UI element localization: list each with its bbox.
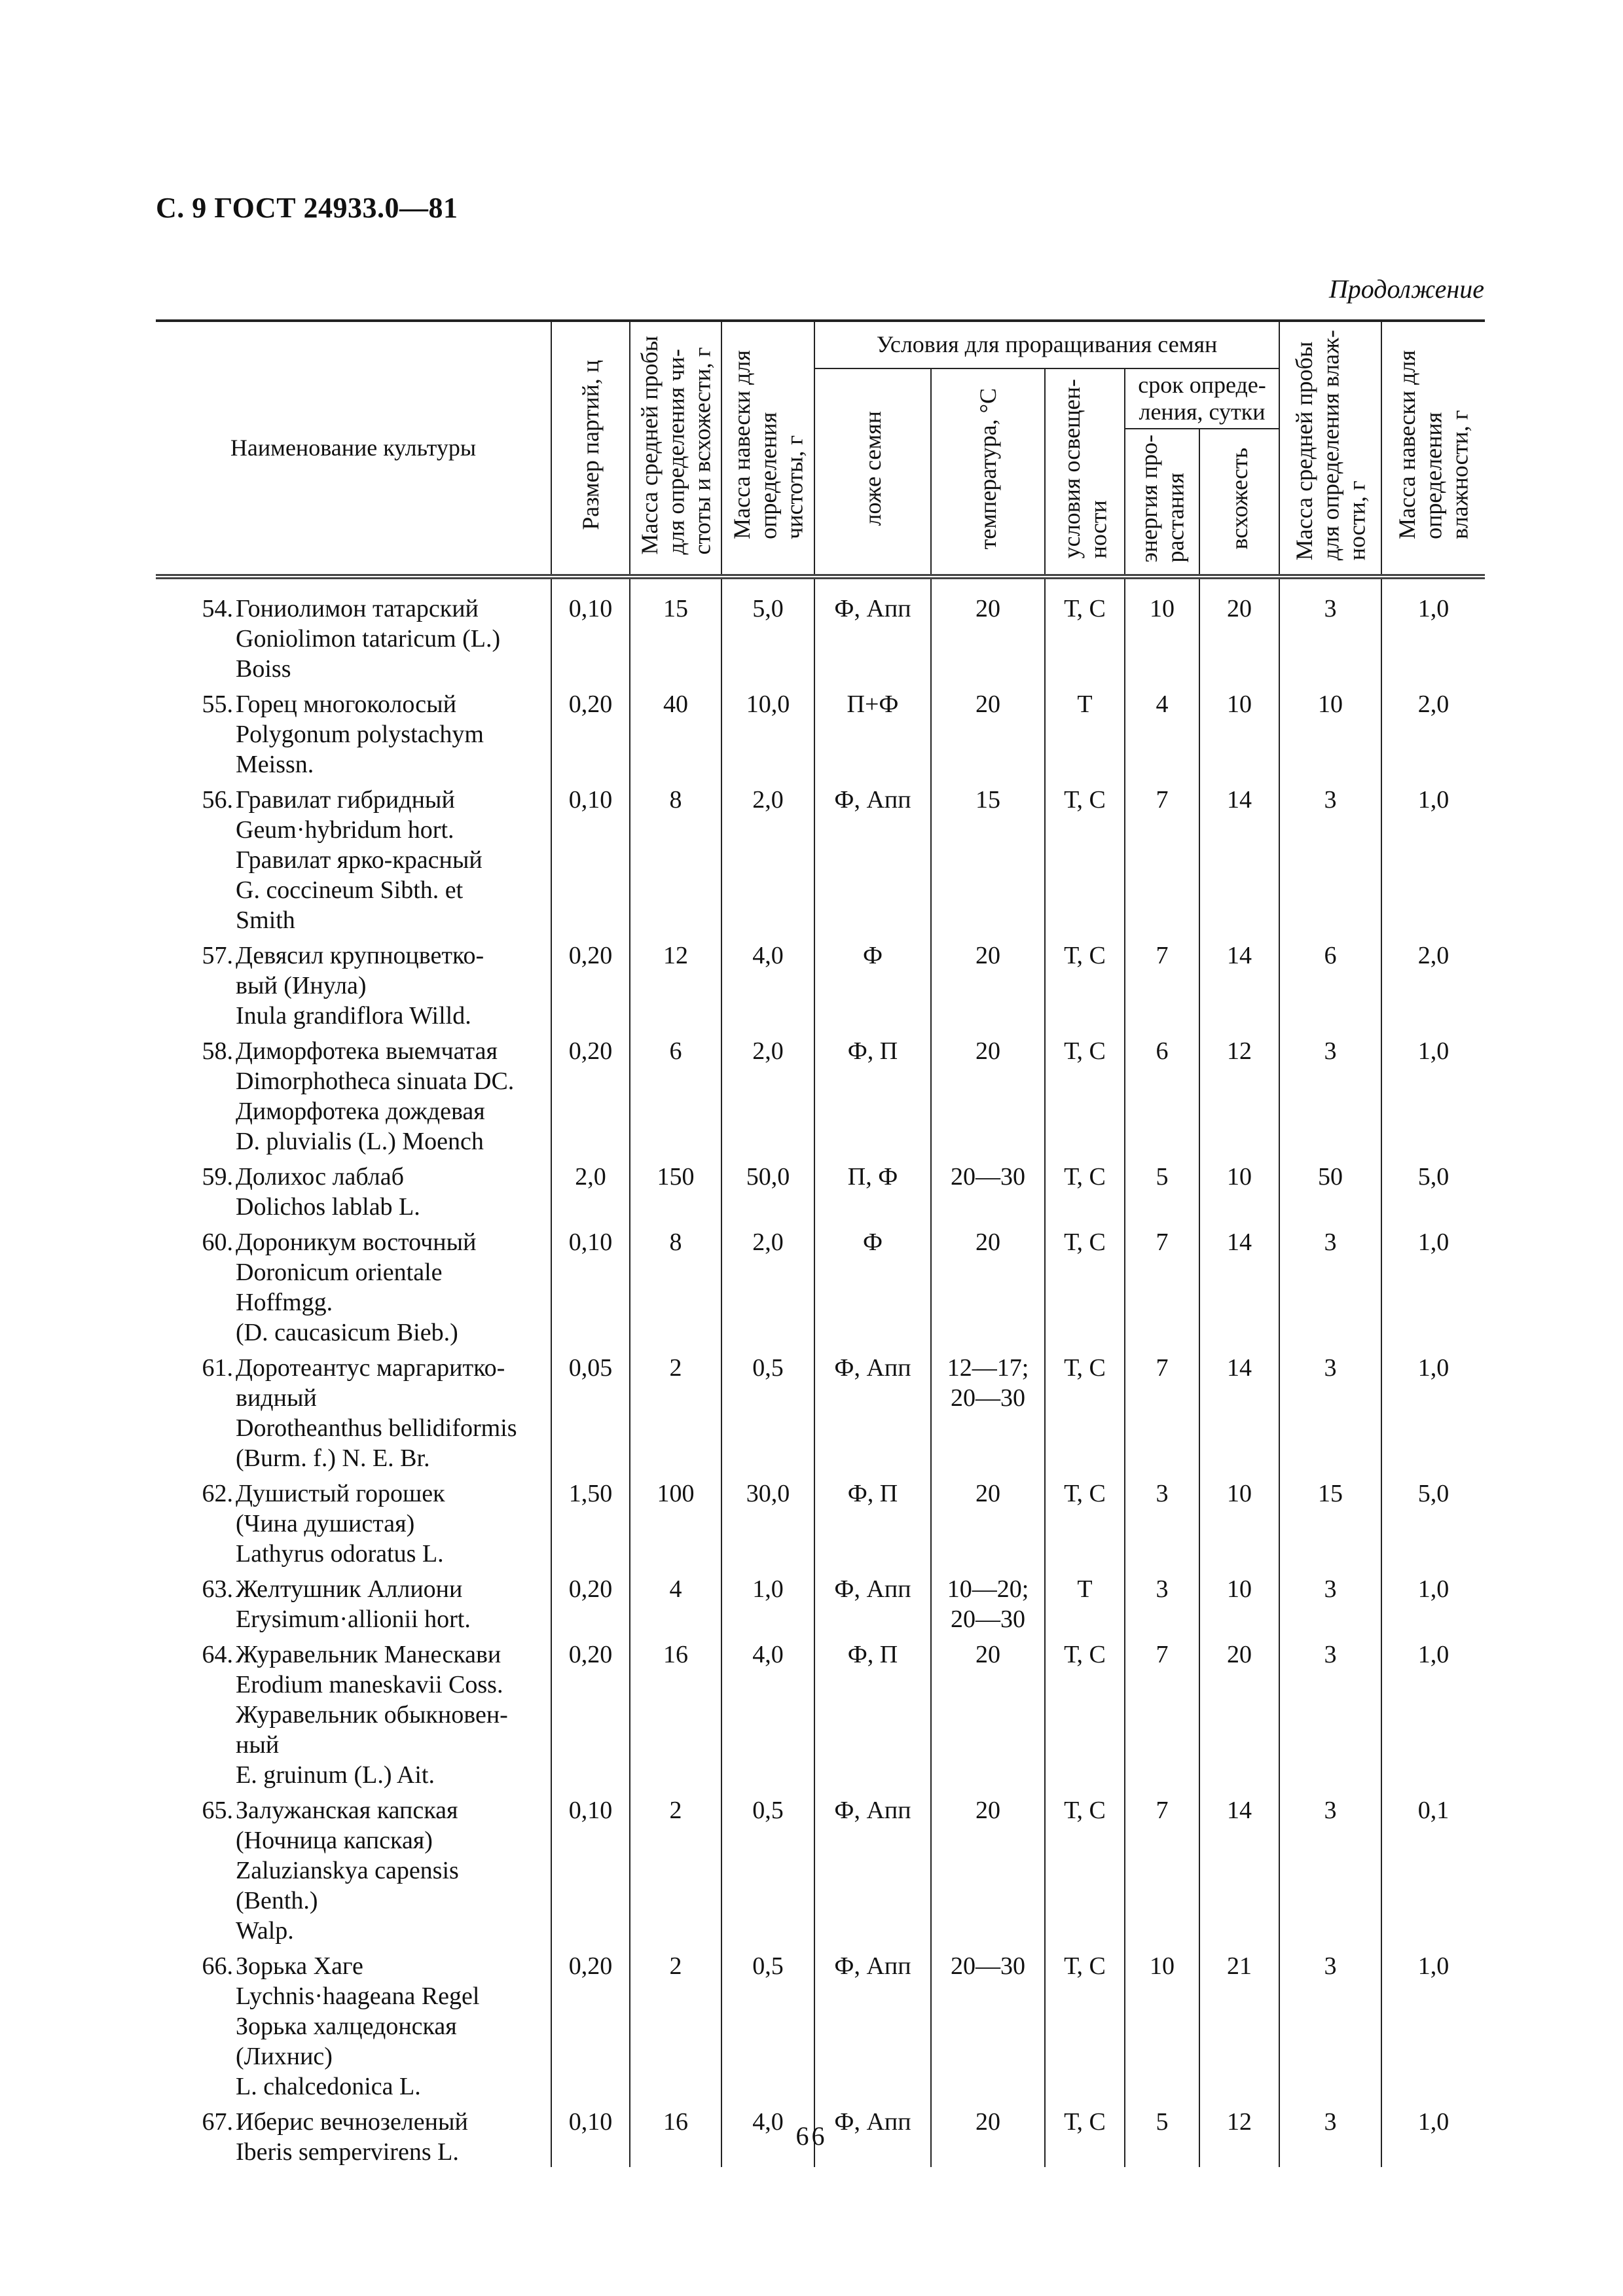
lighting-cell: Т, С xyxy=(1045,577,1125,684)
temperature-cell-line: 20 xyxy=(976,1229,1000,1256)
column-header-lot-size: Размер партий, ц xyxy=(551,321,630,577)
energy-cell: 6 xyxy=(1125,1031,1199,1157)
germination-cell: 14 xyxy=(1199,935,1279,1031)
moisture-weight-cell: 5,0 xyxy=(1381,1157,1485,1222)
lighting-cell: Т, С xyxy=(1045,1946,1125,2102)
germination-cell: 10 xyxy=(1199,1473,1279,1569)
seed-bed-cell: Ф, П xyxy=(814,1473,931,1569)
moisture-weight-cell: 5,0 xyxy=(1381,1473,1485,1569)
entry-number: 64. xyxy=(202,1641,233,1668)
entry-number: 60. xyxy=(202,1229,233,1256)
seed-bed-cell: Ф, П xyxy=(814,1031,931,1157)
energy-cell: 5 xyxy=(1125,2102,1199,2167)
lighting-cell: Т, С xyxy=(1045,1634,1125,1790)
lot-size-cell: 0,20 xyxy=(551,684,630,780)
lot-size-cell: 0,10 xyxy=(551,1790,630,1946)
lot-size-cell: 0,20 xyxy=(551,1634,630,1790)
energy-cell: 7 xyxy=(1125,1634,1199,1790)
temperature-cell xyxy=(931,1348,1045,1473)
lighting-cell: Т, С xyxy=(1045,1222,1125,1348)
lot-size-cell: 1,50 xyxy=(551,1473,630,1569)
purity-weight-cell: 50,0 xyxy=(721,1157,814,1222)
temperature-cell-line: 20 xyxy=(976,595,1000,622)
culture-name-line: (Чина душистая) xyxy=(236,1510,415,1537)
culture-name-line: Долихос лаблаб xyxy=(236,1163,404,1191)
culture-name-line: Горец многоколосый xyxy=(236,691,457,718)
culture-name-cell xyxy=(156,1473,551,1569)
culture-name-line: (Лихнис) xyxy=(236,2043,333,2070)
moisture-sample-mass-cell: 6 xyxy=(1279,935,1381,1031)
culture-name-line: вый (Инула) xyxy=(236,972,367,999)
temperature-cell-line: 12—17; xyxy=(947,1354,1029,1382)
seed-bed-cell: П+Ф xyxy=(814,684,931,780)
culture-name-line: видный xyxy=(236,1384,317,1412)
table-row xyxy=(156,935,1485,1031)
energy-cell: 4 xyxy=(1125,684,1199,780)
lighting-cell: Т, С xyxy=(1045,1790,1125,1946)
culture-name-cell xyxy=(156,1031,551,1157)
culture-name-cell xyxy=(156,1222,551,1348)
culture-name-cell xyxy=(156,1157,551,1222)
culture-name-line: G. coccineum Sibth. et xyxy=(236,876,464,904)
seed-bed-cell: Ф, Апп xyxy=(814,577,931,684)
moisture-weight-cell: 1,0 xyxy=(1381,1031,1485,1157)
culture-name-line: Erodium maneskavii Coss. xyxy=(236,1671,503,1698)
moisture-weight-cell: 0,1 xyxy=(1381,1790,1485,1946)
temperature-cell xyxy=(931,1946,1045,2102)
temperature-cell xyxy=(931,1473,1045,1569)
germination-cell: 21 xyxy=(1199,1946,1279,2102)
purity-weight-cell: 2,0 xyxy=(721,1031,814,1157)
moisture-sample-mass-cell: 3 xyxy=(1279,1348,1381,1473)
avg-sample-mass-cell: 2 xyxy=(630,1348,721,1473)
table-row xyxy=(156,577,1485,684)
culture-name-cell xyxy=(156,1348,551,1473)
energy-cell: 5 xyxy=(1125,1157,1199,1222)
culture-name-line: Девясил крупноцветко- xyxy=(236,942,484,969)
temperature-cell-line: 20 xyxy=(976,1480,1000,1507)
culture-name-line: Iberis sempervirens L. xyxy=(236,2138,459,2166)
moisture-weight-cell: 1,0 xyxy=(1381,2102,1485,2167)
moisture-weight-cell: 1,0 xyxy=(1381,1946,1485,2102)
temperature-cell-line: 20 xyxy=(976,1037,1000,1065)
culture-name-line: Dolichos lablab L. xyxy=(236,1193,420,1221)
temperature-cell xyxy=(931,577,1045,684)
energy-cell: 7 xyxy=(1125,1790,1199,1946)
lighting-cell: Т, С xyxy=(1045,2102,1125,2167)
lot-size-cell: 0,20 xyxy=(551,1569,630,1634)
entry-number: 57. xyxy=(202,942,233,969)
avg-sample-mass-cell: 4 xyxy=(630,1569,721,1634)
seed-standards-table xyxy=(156,319,1485,2167)
culture-name-cell xyxy=(156,684,551,780)
avg-sample-mass-cell: 6 xyxy=(630,1031,721,1157)
germination-cell: 14 xyxy=(1199,1790,1279,1946)
germination-cell: 20 xyxy=(1199,577,1279,684)
culture-name-cell xyxy=(156,1634,551,1790)
avg-sample-mass-lines: Масса средней пробы для определения чи- стоты и всхожести, г xyxy=(636,335,716,555)
column-header-lighting: условия освещен- ности xyxy=(1045,368,1125,577)
moisture-weight-cell: 2,0 xyxy=(1381,935,1485,1031)
column-header-name: Наименование культуры xyxy=(156,321,551,577)
table-body xyxy=(156,577,1485,2167)
entry-number: 58. xyxy=(202,1037,233,1065)
column-group-germination-conditions: Условия для проращивания семян xyxy=(814,321,1279,368)
avg-sample-mass-cell: 16 xyxy=(630,1634,721,1790)
seed-bed-cell: П, Ф xyxy=(814,1157,931,1222)
temperature-cell-line: 20 xyxy=(976,942,1000,969)
culture-name-cell xyxy=(156,780,551,935)
seed-bed-cell: Ф, Апп xyxy=(814,780,931,935)
moisture-sample-mass-cell: 3 xyxy=(1279,2102,1381,2167)
moisture-sample-mass-cell: 10 xyxy=(1279,684,1381,780)
culture-name-line: Душистый горошек xyxy=(236,1480,445,1507)
moisture-sample-mass-cell: 3 xyxy=(1279,1946,1381,2102)
seed-bed-cell: Ф, Апп xyxy=(814,1348,931,1473)
temperature-cell-line: 15 xyxy=(976,786,1000,814)
avg-sample-mass-cell: 8 xyxy=(630,1222,721,1348)
purity-weight-cell: 0,5 xyxy=(721,1790,814,1946)
moisture-sample-mass-cell: 3 xyxy=(1279,780,1381,935)
temperature-cell-line: 20 xyxy=(976,1641,1000,1668)
culture-name-line: ный xyxy=(236,1731,280,1759)
culture-name-line: Lychnis·haageana Regel xyxy=(236,1982,480,2010)
entry-number: 54. xyxy=(202,595,233,622)
table-row xyxy=(156,1634,1485,1790)
lighting-cell: Т, С xyxy=(1045,935,1125,1031)
purity-weight-cell: 10,0 xyxy=(721,684,814,780)
lighting-cell: Т, С xyxy=(1045,1031,1125,1157)
purity-weight-cell: 2,0 xyxy=(721,1222,814,1348)
avg-sample-mass-cell: 16 xyxy=(630,2102,721,2167)
culture-name-line: Dimorphotheca sinuata DC. xyxy=(236,1067,515,1095)
temperature-cell-line: 20—30 xyxy=(951,1605,1025,1633)
temperature-cell-line: 20 xyxy=(976,2108,1000,2136)
energy-cell: 7 xyxy=(1125,935,1199,1031)
purity-weight-cell: 5,0 xyxy=(721,577,814,684)
temperature-cell xyxy=(931,1031,1045,1157)
energy-cell: 3 xyxy=(1125,1569,1199,1634)
table-row xyxy=(156,684,1485,780)
temperature-cell xyxy=(931,1157,1045,1222)
culture-name-line: L. chalcedonica L. xyxy=(236,2073,421,2100)
culture-name-line: Polygonum polystachym xyxy=(236,721,484,748)
avg-sample-mass-cell: 12 xyxy=(630,935,721,1031)
column-header-purity-weight: Масса навески для определения чистоты, г xyxy=(721,321,814,577)
culture-name-line: Geum·hybridum hort. xyxy=(236,816,454,844)
culture-name-line: Meissn. xyxy=(236,751,314,778)
temperature-cell xyxy=(931,1222,1045,1348)
germination-cell: 12 xyxy=(1199,1031,1279,1157)
moisture-sample-mass-cell: 15 xyxy=(1279,1473,1381,1569)
seed-bed-cell: Ф, Апп xyxy=(814,1569,931,1634)
seed-bed-cell: Ф, Апп xyxy=(814,2102,931,2167)
temperature-cell xyxy=(931,780,1045,935)
temperature-cell xyxy=(931,1634,1045,1790)
culture-name-line: Гониолимон татарский xyxy=(236,595,479,622)
moisture-sample-mass-cell: 3 xyxy=(1279,1569,1381,1634)
avg-sample-mass-cell: 2 xyxy=(630,1790,721,1946)
table-row xyxy=(156,1946,1485,2102)
table-row xyxy=(156,1157,1485,1222)
energy-cell: 7 xyxy=(1125,1348,1199,1473)
table-row xyxy=(156,1222,1485,1348)
column-header-moisture-weight: Масса навески для определения влажности, г xyxy=(1381,321,1485,577)
moisture-sample-mass-cell: 3 xyxy=(1279,1222,1381,1348)
column-header-energy: энергия про- растания xyxy=(1125,429,1199,577)
lighting-cell: Т, С xyxy=(1045,1157,1125,1222)
lot-size-cell: 0,20 xyxy=(551,935,630,1031)
germination-cell: 14 xyxy=(1199,1348,1279,1473)
page-title: С. 9 ГОСТ 24933.0—81 xyxy=(156,192,458,224)
lot-size-cell: 0,05 xyxy=(551,1348,630,1473)
moisture-weight-cell: 1,0 xyxy=(1381,577,1485,684)
moisture-weight-cell: 1,0 xyxy=(1381,1222,1485,1348)
lot-size-cell: 0,20 xyxy=(551,1031,630,1157)
culture-name-line: Иберис вечнозеленый xyxy=(236,2108,468,2136)
culture-name-cell xyxy=(156,1569,551,1634)
culture-name-cell xyxy=(156,935,551,1031)
column-header-seed-bed: ложе семян xyxy=(814,368,931,577)
germination-cell: 14 xyxy=(1199,1222,1279,1348)
lighting-cell: Т xyxy=(1045,684,1125,780)
table-row xyxy=(156,1790,1485,1946)
culture-name-line: (Burm. f.) N. E. Br. xyxy=(236,1444,430,1472)
temperature-cell xyxy=(931,1790,1045,1946)
culture-name-cell xyxy=(156,1790,551,1946)
purity-weight-cell: 2,0 xyxy=(721,780,814,935)
culture-name-line: Hoffmgg. xyxy=(236,1289,333,1316)
temperature-cell xyxy=(931,1569,1045,1634)
culture-name-line: Журавельник обыкновен- xyxy=(236,1701,508,1729)
column-header-germination: всхожесть xyxy=(1199,429,1279,577)
entry-number: 62. xyxy=(202,1480,233,1507)
column-header-temperature: температура, °С xyxy=(931,368,1045,577)
culture-name-line: Inula grandiflora Willd. xyxy=(236,1002,471,1030)
moisture-sample-mass-cell: 3 xyxy=(1279,1031,1381,1157)
moisture-weight-cell: 1,0 xyxy=(1381,1348,1485,1473)
column-header-moisture-sample-mass: Масса средней пробы для определения влаж- ности, г xyxy=(1279,321,1381,577)
avg-sample-mass-cell: 2 xyxy=(630,1946,721,2102)
culture-name-line: E. gruinum (L.) Ait. xyxy=(236,1761,435,1789)
lighting-cell: Т, С xyxy=(1045,1348,1125,1473)
culture-name-line: Залужанская капская xyxy=(236,1797,458,1824)
table-row xyxy=(156,780,1485,935)
seed-bed-cell: Ф, Апп xyxy=(814,1946,931,2102)
temperature-cell-line: 20—30 xyxy=(951,1952,1025,1980)
culture-name-line: Zaluzianskya capensis xyxy=(236,1857,459,1884)
culture-name-line: Goniolimon tataricum (L.) xyxy=(236,625,501,653)
temperature-cell-line: 20 xyxy=(976,691,1000,718)
culture-name-line: Dorotheanthus bellidiformis xyxy=(236,1414,517,1442)
continuation-label: Продолжение xyxy=(1328,274,1484,304)
moisture-sample-mass-cell: 50 xyxy=(1279,1157,1381,1222)
table-row xyxy=(156,1348,1485,1473)
moisture-sample-mass-cell: 3 xyxy=(1279,577,1381,684)
moisture-sample-mass-cell: 3 xyxy=(1279,1790,1381,1946)
lot-size-cell: 0,10 xyxy=(551,780,630,935)
culture-name-cell xyxy=(156,577,551,684)
energy-cell: 7 xyxy=(1125,1222,1199,1348)
lot-size-cell: 0,10 xyxy=(551,2102,630,2167)
entry-number: 59. xyxy=(202,1163,233,1191)
culture-name-line: D. pluvialis (L.) Moench xyxy=(236,1128,484,1155)
entry-number: 61. xyxy=(202,1354,233,1382)
culture-name-line: Журавельник Манескави xyxy=(236,1641,501,1668)
temperature-cell xyxy=(931,684,1045,780)
table-row xyxy=(156,1473,1485,1569)
culture-name-line: (Benth.) xyxy=(236,1887,318,1914)
moisture-weight-cell: 2,0 xyxy=(1381,684,1485,780)
seed-bed-cell: Ф, Апп xyxy=(814,1790,931,1946)
seed-bed-cell: Ф, П xyxy=(814,1634,931,1790)
culture-name-line: Диморфотека выемчатая xyxy=(236,1037,498,1065)
purity-weight-cell: 4,0 xyxy=(721,2102,814,2167)
avg-sample-mass-cell: 100 xyxy=(630,1473,721,1569)
entry-number: 66. xyxy=(202,1952,233,1980)
moisture-weight-cell: 1,0 xyxy=(1381,1569,1485,1634)
energy-cell: 10 xyxy=(1125,577,1199,684)
seed-bed-cell: Ф xyxy=(814,935,931,1031)
temperature-cell-line: 10—20; xyxy=(947,1575,1029,1603)
lighting-cell: Т, С xyxy=(1045,1473,1125,1569)
culture-name-line: Доротеантус маргаритко- xyxy=(236,1354,505,1382)
culture-name-line: Желтушник Аллиони xyxy=(236,1575,463,1603)
culture-name-line: Зорька халцедонская xyxy=(236,2013,457,2040)
avg-sample-mass-cell: 150 xyxy=(630,1157,721,1222)
table-row xyxy=(156,1031,1485,1157)
culture-name-line: Walp. xyxy=(236,1917,294,1945)
purity-weight-cell: 0,5 xyxy=(721,1946,814,2102)
culture-name-cell xyxy=(156,1946,551,2102)
energy-cell: 7 xyxy=(1125,780,1199,935)
seed-bed-cell: Ф xyxy=(814,1222,931,1348)
germination-cell: 20 xyxy=(1199,1634,1279,1790)
table-row xyxy=(156,1569,1485,1634)
moisture-weight-cell: 1,0 xyxy=(1381,1634,1485,1790)
purity-weight-cell: 4,0 xyxy=(721,1634,814,1790)
temperature-cell xyxy=(931,935,1045,1031)
column-header-avg-sample-mass xyxy=(630,321,721,577)
energy-cell: 10 xyxy=(1125,1946,1199,2102)
culture-name-line: Doronicum orientale xyxy=(236,1259,443,1286)
culture-name-line: Lathyrus odoratus L. xyxy=(236,1540,444,1568)
page-number: 66 xyxy=(795,2121,828,2151)
column-group-term: срок опреде- ления, сутки xyxy=(1125,368,1279,429)
entry-number: 55. xyxy=(202,691,233,718)
lot-size-cell: 2,0 xyxy=(551,1157,630,1222)
lot-size-cell: 0,10 xyxy=(551,1222,630,1348)
culture-name-line: Гравилат ярко-красный xyxy=(236,846,483,874)
temperature-cell-line: 20—30 xyxy=(951,1384,1025,1412)
germination-cell: 14 xyxy=(1199,780,1279,935)
avg-sample-mass-cell: 15 xyxy=(630,577,721,684)
lighting-cell: Т, С xyxy=(1045,780,1125,935)
lot-size-cell: 0,10 xyxy=(551,577,630,684)
culture-name-line: Erysimum·allionii hort. xyxy=(236,1605,471,1633)
culture-name-line: Гравилат гибридный xyxy=(236,786,455,814)
culture-name-line: Дороникум восточный xyxy=(236,1229,477,1256)
temperature-cell-line: 20—30 xyxy=(951,1163,1025,1191)
lighting-cell: Т xyxy=(1045,1569,1125,1634)
moisture-weight-cell: 1,0 xyxy=(1381,780,1485,935)
energy-cell: 3 xyxy=(1125,1473,1199,1569)
avg-sample-mass-cell: 40 xyxy=(630,684,721,780)
culture-name-line: Smith xyxy=(236,906,295,934)
culture-name-line: (Ночница капская) xyxy=(236,1827,433,1854)
purity-weight-cell: 30,0 xyxy=(721,1473,814,1569)
germination-cell: 10 xyxy=(1199,1569,1279,1634)
culture-name-line: Зорька Хаге xyxy=(236,1952,363,1980)
purity-weight-cell: 1,0 xyxy=(721,1569,814,1634)
entry-number: 63. xyxy=(202,1575,233,1603)
culture-name-line: Boiss xyxy=(236,655,291,683)
purity-weight-cell: 0,5 xyxy=(721,1348,814,1473)
entry-number: 65. xyxy=(202,1797,233,1824)
culture-name-line: Диморфотека дождевая xyxy=(236,1098,485,1125)
germination-cell: 12 xyxy=(1199,2102,1279,2167)
entry-number: 67. xyxy=(202,2108,233,2136)
germination-cell: 10 xyxy=(1199,684,1279,780)
moisture-sample-mass-cell: 3 xyxy=(1279,1634,1381,1790)
purity-weight-cell: 4,0 xyxy=(721,935,814,1031)
culture-name-line: (D. caucasicum Bieb.) xyxy=(236,1319,458,1346)
avg-sample-mass-cell: 8 xyxy=(630,780,721,935)
germination-cell: 10 xyxy=(1199,1157,1279,1222)
temperature-cell-line: 20 xyxy=(976,1797,1000,1824)
entry-number: 56. xyxy=(202,786,233,814)
lot-size-cell: 0,20 xyxy=(551,1946,630,2102)
